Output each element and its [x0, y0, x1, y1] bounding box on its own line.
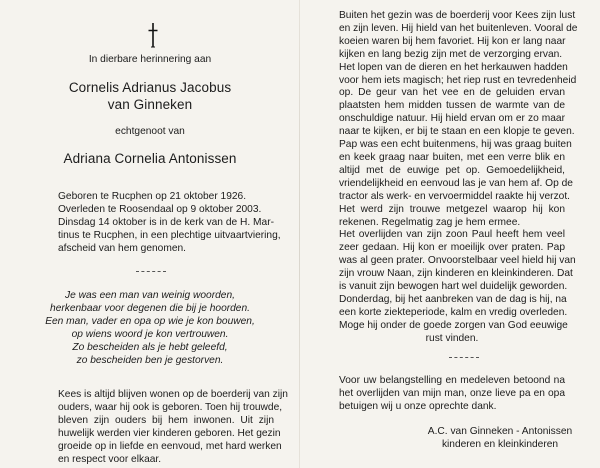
story-line: Kees is altijd blijven wonen op de boerderij van zijn [58, 389, 288, 400]
memorial-verse [0, 289, 300, 367]
verse-line: herkenbaar voor degenen die bij je hoorden. [50, 303, 250, 314]
intro-text: In dierbare herinnering aan [88, 54, 212, 65]
verse-line: Een man, vader en opa op wie je kon bouwen, [45, 316, 255, 327]
spouse-name: Adriana Cornelia Antonissen [63, 151, 237, 166]
story-line: rekenen. Regelmatig zag je hem ermee. [339, 216, 521, 228]
thanks-line: betuigen wij u onze oprechte dank. [339, 400, 497, 412]
deceased-name-line2: van Ginneken [107, 97, 193, 112]
fact-line: Geboren te Rucphen op 21 oktober 1926. [58, 191, 247, 202]
story-line: Het overlijden van zijn zoon Paul heeft hem veel [339, 229, 565, 241]
verse-line: Zo bescheiden als je hebt geleefd, [72, 342, 228, 353]
fact-line: Overleden te Roosendaal op 9 oktober 2003. [58, 203, 262, 215]
story-line: was al geen prater. Onvoorstelbaar veel hield hij van [339, 255, 576, 267]
story-line: een korte ziekteperiode, kalm en vredig overleden. [339, 306, 568, 318]
verse-line: Je was een man van weinig woorden, [65, 290, 235, 301]
cross-icon [146, 22, 160, 48]
story-line: rust vinden. [425, 332, 479, 344]
thanks-line: het overlijden van mijn man, onze lieve pa en opa [339, 387, 565, 399]
verse-line: zo bescheiden ben je gestorven. [76, 355, 224, 366]
story-line: Pap was een echt buitenmens, hij was graag buiten [339, 139, 572, 151]
story-line: zijn vrouw Naan, zijn kinderen en kleinkinderen. Dat [339, 268, 573, 280]
story-line: ouders, waar hij ook is geboren. Toen hij trouwde, [58, 401, 283, 413]
deceased-name-line1: Cornelis Adrianus Jacobus [68, 80, 232, 95]
story-line: Donderdag, bij het aanbreken van de dag is hij, na [339, 293, 567, 305]
story-line: plaatsten hem midden tussen de warmte van de [339, 100, 565, 112]
story-line: vriendelijkheid en eenvoud las je van hem af. Op de [339, 177, 573, 189]
life-story-left [58, 389, 288, 466]
thanks-text [339, 375, 565, 414]
thanks-line: Voor uw belangstelling en medeleven betoond na [339, 375, 565, 386]
story-line: op. De geur van het vee en de geluiden ervan [339, 87, 565, 99]
signature-line1: A.C. van Ginneken - Antonissen [427, 426, 573, 437]
verse-line: op wiens woord je kon vertrouwen. [71, 329, 229, 340]
story-line: Het lopen van de dieren en het herkauwen hadden [339, 61, 568, 73]
story-line: voor hem iets magisch; het riep rust en tevredenheid [339, 74, 577, 86]
story-line: onschuldige natuur. Hij hield ervan om er zo maar [339, 113, 565, 125]
signature [400, 425, 600, 451]
story-line: Buiten het gezin was de boerderij voor Kees zijn lust [339, 10, 576, 21]
fact-line: Dinsdag 14 oktober is in de kerk van de H. Mar- [58, 216, 274, 228]
story-line: huwelijk werden vier kinderen geboren. Het gezin [58, 427, 281, 439]
story-line: en zijn leven. Hij hield van het buitenleven. Vooral de [339, 22, 578, 34]
story-line: is vanuit zijn bewogen hart wel duidelijk geworden. [339, 281, 568, 293]
story-line: en respect voor elkaar. [58, 453, 162, 465]
story-line: groeide op in liefde en eenvoud, met hard werken [58, 440, 282, 452]
life-story-right [339, 10, 578, 346]
story-line: zeer gedaan. Hij kon er moeilijk over praten. Pap [339, 242, 565, 254]
fact-line: afscheid van hem genomen. [58, 242, 186, 254]
life-facts [58, 191, 281, 256]
story-line: tractor als werk- en vervoermiddel raakte hij verzot. [339, 190, 570, 202]
divider [136, 271, 166, 272]
fact-line: tinus te Rucphen, in een plechtige uitvaartviering, [58, 229, 281, 241]
right-panel [300, 0, 600, 468]
story-line: altijd met de euwige pet op. Gemoedelijkheid, [339, 164, 565, 176]
story-line: koeien waren bij hem favoriet. Hij kon er lang naar [339, 35, 566, 47]
spouse-label: echtgenoot van [115, 126, 185, 137]
story-line: Het werd zijn trouwe metgezel waarop hij kon [339, 203, 565, 215]
story-line: en keek graag naar buiten, met een verre blik en [339, 151, 565, 163]
story-line: naar te kijken, er bij te staan en een klopje te geven. [339, 126, 575, 138]
story-line: kijken en lang bezig zijn met de verzorging ervan. [339, 48, 563, 60]
story-line: bleven zijn ouders bij hem inwonen. Uit zijn [58, 414, 274, 426]
divider [449, 357, 479, 358]
signature-line2: kinderen en kleinkinderen [441, 439, 559, 450]
story-line: Moge hij onder de goede zorgen van God eeuwige [339, 319, 568, 331]
